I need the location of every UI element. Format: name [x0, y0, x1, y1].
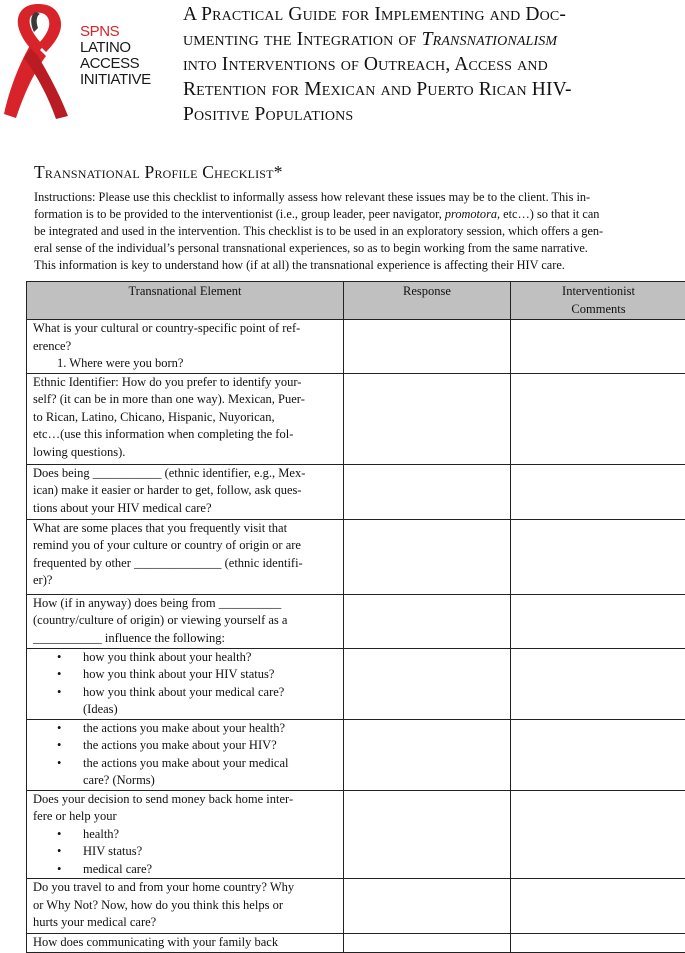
- bullet-item: • health?: [33, 826, 343, 844]
- table-row: [27, 320, 685, 374]
- cell-line: ican) make it easier or harder to get, follow, ask ques-: [33, 482, 343, 500]
- instructions-line: Instructions: Please use this checklist to informally assess how relevant these issues may be to the client. This in-: [34, 189, 674, 206]
- bullet-item: • HIV status?: [33, 843, 343, 861]
- comments-cell[interactable]: [511, 464, 685, 519]
- comments-cell[interactable]: [511, 879, 685, 934]
- bullet-line: care? (Norms): [83, 772, 343, 790]
- cell-line: What is your cultural or country-specific point of ref-: [33, 320, 343, 338]
- title-line: Positive Populations: [183, 102, 678, 127]
- logo-wordmark: [80, 24, 151, 88]
- header-response: Response: [344, 282, 511, 320]
- cell-line: lowing questions).: [33, 444, 343, 462]
- title-line: into Interventions of Outreach, Access and: [183, 52, 678, 77]
- cell-line: Do you travel to and from your home country? Why: [33, 879, 343, 897]
- cell-line: hurts your medical care?: [33, 914, 343, 932]
- header-line: Interventionist: [515, 283, 682, 301]
- bullet-list: [33, 826, 343, 879]
- instructions-line: be integrated and used in the intervention. This checklist is to be used in an exploratory session, which offers a gen-: [34, 223, 674, 240]
- logo-line: ACCESS: [80, 56, 151, 72]
- header-interventionist-comments: [511, 282, 685, 320]
- cell-line: How does communicating with your family back: [33, 934, 343, 952]
- table-row: [27, 648, 685, 719]
- cell-line: What are some places that you frequently visit that: [33, 520, 343, 538]
- comments-cell[interactable]: [511, 373, 685, 464]
- cell-line: ___________ influence the following:: [33, 630, 343, 648]
- bullet-item: • the actions you make about your health?: [33, 720, 343, 738]
- response-cell[interactable]: [344, 320, 511, 374]
- logo-line: LATINO: [80, 40, 151, 56]
- comments-cell[interactable]: [511, 648, 685, 719]
- cell-line: Does being ___________ (ethnic identifier, e.g., Mex-: [33, 465, 343, 483]
- cell-line: er)?: [33, 572, 343, 590]
- comments-cell[interactable]: [511, 790, 685, 879]
- title-emphasis: Transnationalism: [422, 29, 558, 50]
- table-row: [27, 464, 685, 519]
- bullet-list: [33, 720, 343, 790]
- response-cell[interactable]: [344, 790, 511, 879]
- cell-line: remind you of your culture or country of origin or are: [33, 537, 343, 555]
- header-transnational-element: Transnational Element: [27, 282, 344, 320]
- cell-line: erence?: [33, 338, 343, 356]
- awareness-ribbon-icon: [2, 2, 80, 120]
- element-cell: [27, 519, 344, 594]
- document-title: [183, 2, 678, 127]
- cell-line: to Rican, Latino, Chicano, Hispanic, Nuyorican,: [33, 409, 343, 427]
- bullet-line: • the actions you make about your medical: [83, 755, 343, 773]
- cell-line: fere or help your: [33, 808, 343, 826]
- table-row: [27, 879, 685, 934]
- bullet-line: (Ideas): [83, 701, 343, 719]
- instructions-emphasis: promotora: [445, 207, 497, 221]
- response-cell[interactable]: [344, 934, 511, 953]
- cell-line: Does your decision to send money back home inter-: [33, 791, 343, 809]
- title-line: [183, 27, 678, 52]
- instructions-line: This information is key to understand how (if at all) the transnational experience is affecting their HIV care.: [34, 257, 674, 274]
- element-cell: [27, 373, 344, 464]
- instructions-paragraph: [34, 189, 674, 274]
- title-line: Retention for Mexican and Puerto Rican HIV-: [183, 77, 678, 102]
- cell-line: etc…(use this information when completing the fol-: [33, 426, 343, 444]
- section-title: Transnational Profile Checklist*: [34, 162, 283, 183]
- element-cell: [27, 464, 344, 519]
- title-line: A Practical Guide for Implementing and Doc-: [183, 2, 678, 27]
- table-row: [27, 373, 685, 464]
- title-text: umenting the Integration of: [183, 29, 422, 50]
- element-cell: [27, 320, 344, 374]
- cell-line: tions about your HIV medical care?: [33, 500, 343, 518]
- element-cell: [27, 719, 344, 790]
- bullet-item: • medical care?: [33, 861, 343, 879]
- element-cell: [27, 934, 344, 953]
- logo-line: INITIATIVE: [80, 72, 151, 88]
- element-cell: [27, 648, 344, 719]
- comments-cell[interactable]: [511, 719, 685, 790]
- comments-cell[interactable]: [511, 594, 685, 648]
- comments-cell[interactable]: [511, 934, 685, 953]
- response-cell[interactable]: [344, 879, 511, 934]
- response-cell[interactable]: [344, 648, 511, 719]
- cell-line: Ethnic Identifier: How do you prefer to identify your-: [33, 374, 343, 392]
- numbered-item: 1. Where were you born?: [33, 355, 343, 373]
- response-cell[interactable]: [344, 519, 511, 594]
- bullet-item: • the actions you make about your HIV?: [33, 737, 343, 755]
- response-cell[interactable]: [344, 464, 511, 519]
- bullet-item: [33, 755, 343, 790]
- element-cell: [27, 594, 344, 648]
- checklist-table: [26, 281, 685, 953]
- bullet-list: [33, 649, 343, 719]
- comments-cell[interactable]: [511, 320, 685, 374]
- cell-line: frequented by other ______________ (ethnic identifi-: [33, 555, 343, 573]
- response-cell[interactable]: [344, 719, 511, 790]
- bullet-item: • how you think about your HIV status?: [33, 666, 343, 684]
- bullet-item: [33, 684, 343, 719]
- cell-line: self? (it can be in more than one way). Mexican, Puer-: [33, 391, 343, 409]
- logo-line: SPNS: [80, 24, 151, 40]
- instructions-text: , etc…) so that it can: [497, 207, 599, 221]
- bullet-line: • how you think about your medical care?: [83, 684, 343, 702]
- bullet-item: • how you think about your health?: [33, 649, 343, 667]
- cell-line: or Why Not? Now, how do you think this helps or: [33, 897, 343, 915]
- table-row: [27, 719, 685, 790]
- table-row: [27, 519, 685, 594]
- table-row: [27, 594, 685, 648]
- instructions-text: formation is to be provided to the interventionist (i.e., group leader, peer navigator,: [34, 207, 445, 221]
- response-cell[interactable]: [344, 373, 511, 464]
- element-cell: [27, 790, 344, 879]
- header-line: Comments: [515, 301, 682, 319]
- table-header-row: [27, 282, 685, 320]
- table-row: [27, 934, 685, 953]
- instructions-line: eral sense of the individual’s personal transnational experiences, so as to begin working from the same narrative.: [34, 240, 674, 257]
- element-cell: [27, 879, 344, 934]
- spns-logo: [2, 2, 167, 120]
- cell-line: (country/culture of origin) or viewing yourself as a: [33, 612, 343, 630]
- instructions-line: [34, 206, 674, 223]
- comments-cell[interactable]: [511, 519, 685, 594]
- response-cell[interactable]: [344, 594, 511, 648]
- table-row: [27, 790, 685, 879]
- cell-line: How (if in anyway) does being from __________: [33, 595, 343, 613]
